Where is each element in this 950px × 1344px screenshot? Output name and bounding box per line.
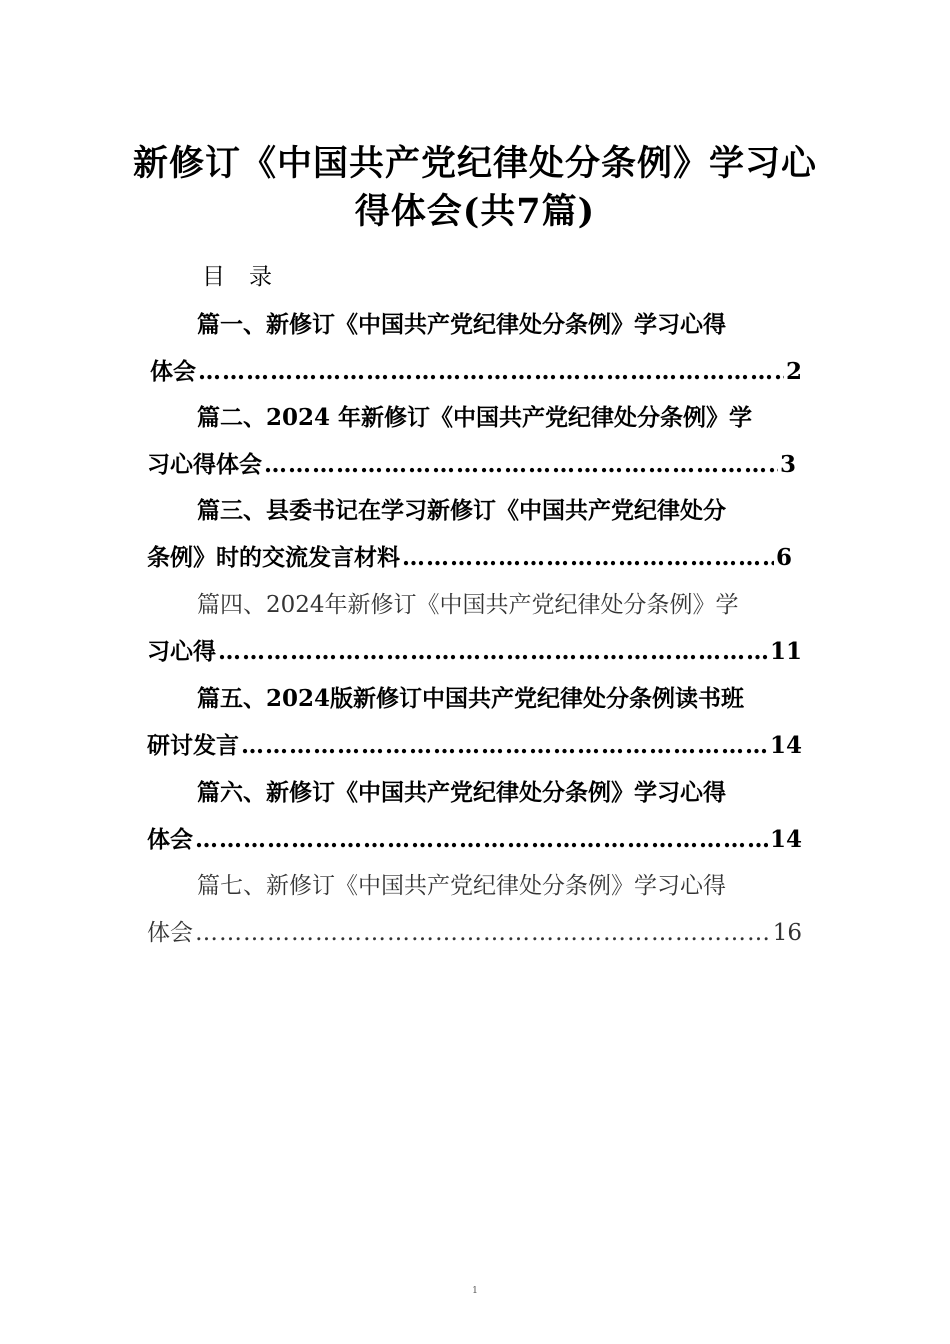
toc-entry-5[interactable] [147, 684, 802, 761]
toc-entry-title-continued: 条例》时的交流发言材料 [147, 544, 400, 571]
toc-entry-title: 篇六、新修订《中国共产党纪律处分条例》学习心得 [197, 779, 726, 806]
toc-heading-char-1: 目 [202, 264, 227, 290]
title-line-2: 得体会(共7篇) [354, 191, 596, 232]
toc-entry-2[interactable] [147, 403, 802, 480]
toc-entry-title: 篇二、2024 年新修订《中国共产党纪律处分条例》学 [197, 404, 753, 431]
toc-leader-dots [264, 450, 778, 480]
toc-entry-page: 11 [769, 638, 802, 665]
toc-leader-dots [195, 825, 768, 855]
toc-entry-1[interactable] [147, 310, 802, 387]
toc-entry-4[interactable] [147, 590, 802, 667]
toc-entry-title: 篇四、2024年新修订《中国共产党纪律处分条例》学 [197, 592, 739, 618]
title-line-1: 新修订《中国共产党纪律处分条例》学习心 [132, 143, 817, 184]
document-title [120, 140, 830, 236]
toc-entry-6[interactable] [147, 778, 802, 855]
toc-entry-title-continued: 习心得 [147, 638, 216, 665]
toc-entry-title: 篇五、2024版新修订中国共产党纪律处分条例读书班 [197, 685, 745, 712]
toc-leader-dots [218, 637, 768, 667]
toc-entry-title-continued: 研讨发言 [147, 732, 239, 759]
toc-entry-page: 2 [785, 358, 802, 385]
toc-leader-dots [195, 918, 771, 948]
toc-entry-page: 3 [779, 451, 796, 478]
toc-entry-page: 6 [775, 544, 792, 571]
toc-entry-title: 篇七、新修订《中国共产党纪律处分条例》学习心得 [197, 873, 726, 899]
toc-leader-dots [402, 543, 774, 573]
toc-leader-dots [198, 357, 784, 387]
toc-heading-char-2: 录 [249, 264, 274, 290]
toc-entry-page: 16 [772, 920, 802, 946]
toc-entry-title-continued: 体会 [147, 920, 193, 946]
toc-entry-title-continued: 体会 [147, 826, 193, 853]
toc-entry-title-continued: 体会 [150, 358, 196, 385]
page-number: 1 [472, 1286, 478, 1296]
toc-entry-title-continued: 习心得体会 [147, 451, 262, 478]
toc-entry-title: 篇一、新修订《中国共产党纪律处分条例》学习心得 [197, 311, 726, 338]
toc-entry-page: 14 [769, 826, 802, 853]
toc-entry-page: 14 [769, 732, 802, 759]
toc-entry-title: 篇三、县委书记在学习新修订《中国共产党纪律处分 [197, 497, 726, 524]
toc-leader-dots [241, 731, 768, 761]
toc-entry-7[interactable] [147, 871, 802, 948]
toc-heading [202, 262, 274, 292]
toc-entry-3[interactable] [147, 496, 802, 573]
